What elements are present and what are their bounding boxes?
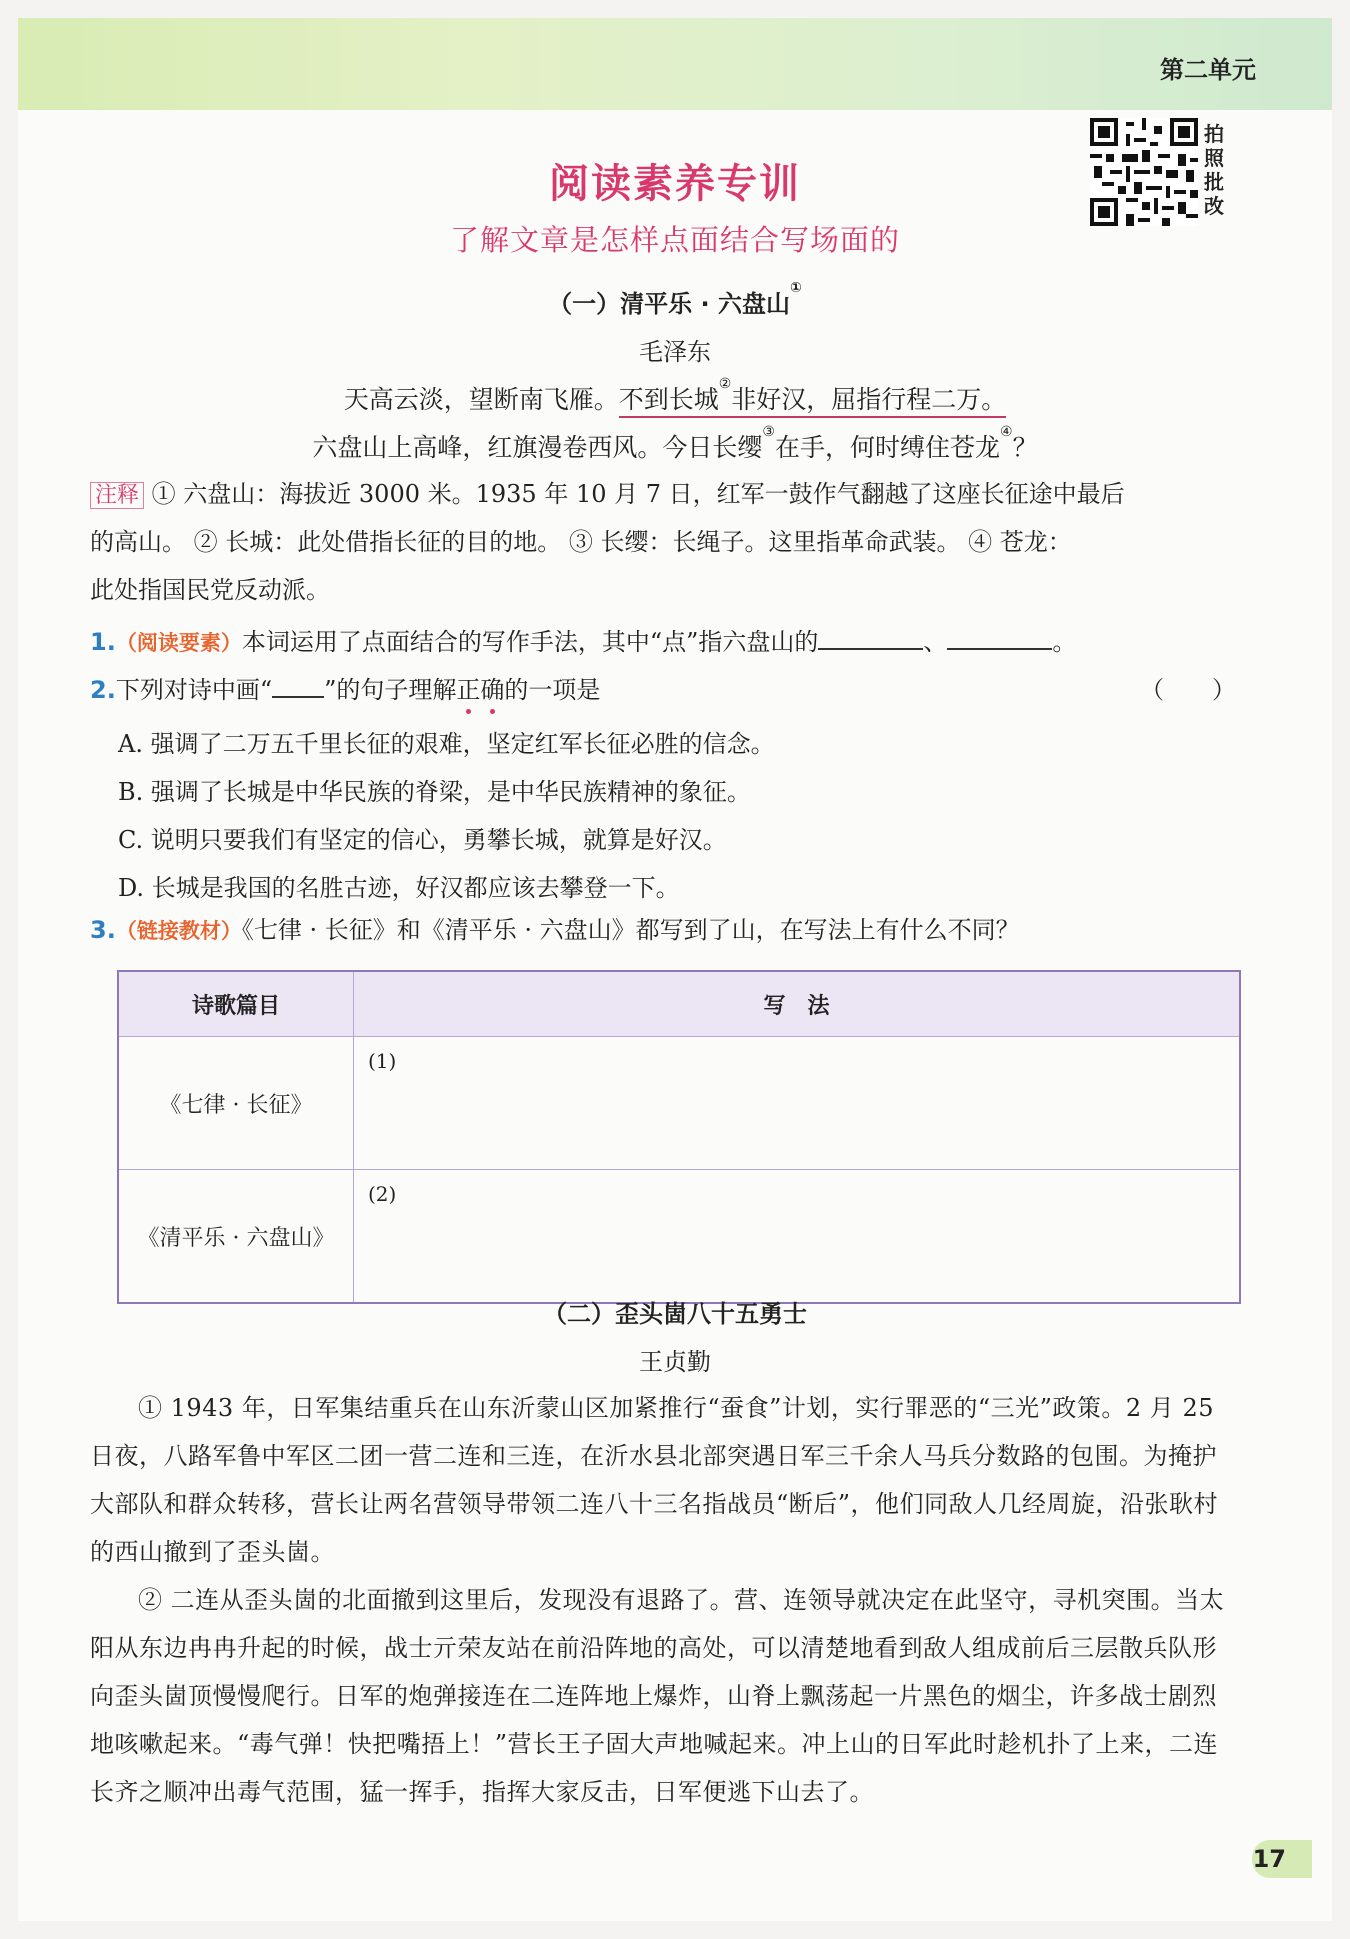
question-tag: （阅读要素） (115, 631, 242, 655)
answer-cell[interactable] (354, 1170, 1241, 1304)
option-d[interactable]: D. 长城是我国的名胜古迹，好汉都应该去攀登一下。 (118, 874, 680, 902)
section1-heading (0, 280, 1350, 319)
page-number: 17 (1252, 1845, 1286, 1873)
notes-text: ① 六盘山：海拔近 3000 米。1935 年 10 月 7 日，红军一鼓作气翻越了这座长征途中最后 (151, 480, 1125, 508)
notes-tag: 注释 (90, 482, 144, 509)
option-c[interactable]: C. 说明只要我们有坚定的信心，勇攀长城，就算是好汉。 (118, 826, 727, 854)
question-1 (90, 618, 1240, 667)
poem-text: 天高云淡，望断南飞雁。 (343, 385, 619, 414)
underline-mark (272, 668, 324, 698)
page-title: 阅读素养专训 (549, 161, 801, 207)
option-b[interactable]: B. 强调了长城是中华民族的脊梁，是中华民族精神的象征。 (118, 778, 751, 806)
poem-text: 非好汉，屈指行程二万。 (731, 385, 1007, 414)
notes-line-2: 的高山。 ② 长城：此处借指长征的目的地。 ③ 长缨：长绳子。这里指革命武装。 ④ 苍龙： (90, 528, 1072, 556)
question-text: ”的句子理解 (324, 676, 457, 704)
question-text: 的一项是 (504, 676, 601, 704)
table-header-cell: 写 法 (354, 971, 1241, 1037)
footnote-mark: ③ (762, 424, 775, 440)
question-3 (90, 906, 1240, 955)
poem-line-2 (0, 424, 1350, 464)
footnote-mark: ① (789, 280, 802, 296)
notes-line-3: 此处指国民党反动派。 (90, 576, 330, 604)
section2-heading: （二）歪头崮八十五勇士 (543, 1300, 807, 1328)
poem-text: 在手，何时缚住苍龙 (774, 433, 1000, 462)
poem-text: 不到长城 (618, 385, 719, 414)
poem-text: 六盘山上高峰，红旗漫卷西风。今日长缨 (312, 433, 763, 462)
qr-caption-char: 照 (1204, 146, 1224, 170)
question-tag: （链接教材） (115, 919, 242, 943)
passage-paragraph-2: ② 二连从歪头崮的北面撤到这里后，发现没有退路了。营、连领导就决定在此坚守，寻机突围。当太阳从东边冉冉升起的时候，战士亓荣友站在前沿阵地的高处，可以清楚地看到敌人组成前后三层散兵队形向歪头崮顶慢慢爬行。日军的炮弹接连在二连阵地上爆炸，山脊上飘荡起一片黑色的烟尘，许多战士剧烈地咳嗽起来。“毒气弹！快把嘴捂上！”营长王子固大声地喊起来。冲上山的日军此时趁机扑了上来，二连长齐之顺冲出毒气范围，猛一挥手，指挥大家反击，日军便逃下山去了。 (90, 1586, 1225, 1806)
poem-line-1 (0, 376, 1350, 416)
table-row (118, 1037, 1240, 1170)
table-header-cell: 诗歌篇目 (118, 971, 354, 1037)
option-a[interactable]: A. 强调了二万五千里长征的艰难，坚定红军长征必胜的信念。 (118, 730, 775, 758)
qr-caption-char: 改 (1204, 194, 1224, 218)
question-2 (90, 666, 1240, 714)
table-header (118, 971, 1240, 1037)
section1-heading-text: （一）清平乐 · 六盘山 (548, 290, 790, 318)
table-row (118, 1170, 1240, 1304)
answer-blank[interactable] (818, 620, 923, 650)
unit-label: 第二单元 (1160, 56, 1256, 84)
qr-caption-char: 批 (1204, 170, 1224, 194)
section2-author: 王贞勤 (639, 1348, 711, 1376)
answer-table (117, 970, 1241, 1304)
section1-author: 毛泽东 (639, 338, 711, 366)
question-text: 《七律 · 长征》和《清平乐 · 六盘山》都写到了山，在写法上有什么不同？ (241, 916, 1020, 944)
question-text: 本词运用了点面结合的写作手法，其中“点”指六盘山的 (241, 628, 819, 656)
separator: 、 (923, 628, 948, 656)
underlined-phrase (618, 376, 1007, 418)
answer-mark: (1) (368, 1049, 397, 1073)
poem-title-cell: 《清平乐 · 六盘山》 (118, 1170, 354, 1304)
footnote-mark: ② (718, 376, 732, 392)
poem-title-cell: 《七律 · 长征》 (118, 1037, 354, 1170)
header-band (18, 18, 1332, 110)
emphasis-char: 确 (480, 676, 505, 704)
period: 。 (1052, 628, 1077, 656)
answer-mark: (2) (368, 1182, 397, 1206)
emphasis-char: 正 (456, 676, 481, 704)
passage-paragraph-1: ① 1943 年，日军集结重兵在山东沂蒙山区加紧推行“蚕食”计划，实行罪恶的“三光”政策。2 月 25 日夜，八路军鲁中军区二团一营二连和三连，在沂水县北部突遇日军三千余人马兵分数路的包围。为掩护大部队和群众转移，营长让两名营领导带领二连八十三名指战员“断后”，他们同敌人几经周旋，沿张耿村的西山撤到了歪头崮。 (90, 1394, 1219, 1566)
question-number: 1. (90, 628, 116, 656)
question-text: 下列对诗中画“ (115, 676, 273, 704)
footnote-mark: ④ (1000, 424, 1013, 440)
notes-line-1 (90, 470, 1240, 520)
answer-paren[interactable]: （ ） (1140, 676, 1236, 704)
qr-caption-char: 拍 (1204, 122, 1224, 146)
page-subtitle: 了解文章是怎样点面结合写场面的 (449, 223, 900, 257)
question-number: 3. (90, 916, 116, 944)
question-number: 2. (90, 676, 116, 704)
poem-text: ？ (1012, 433, 1038, 462)
answer-blank[interactable] (947, 620, 1052, 650)
answer-cell[interactable] (354, 1037, 1241, 1170)
